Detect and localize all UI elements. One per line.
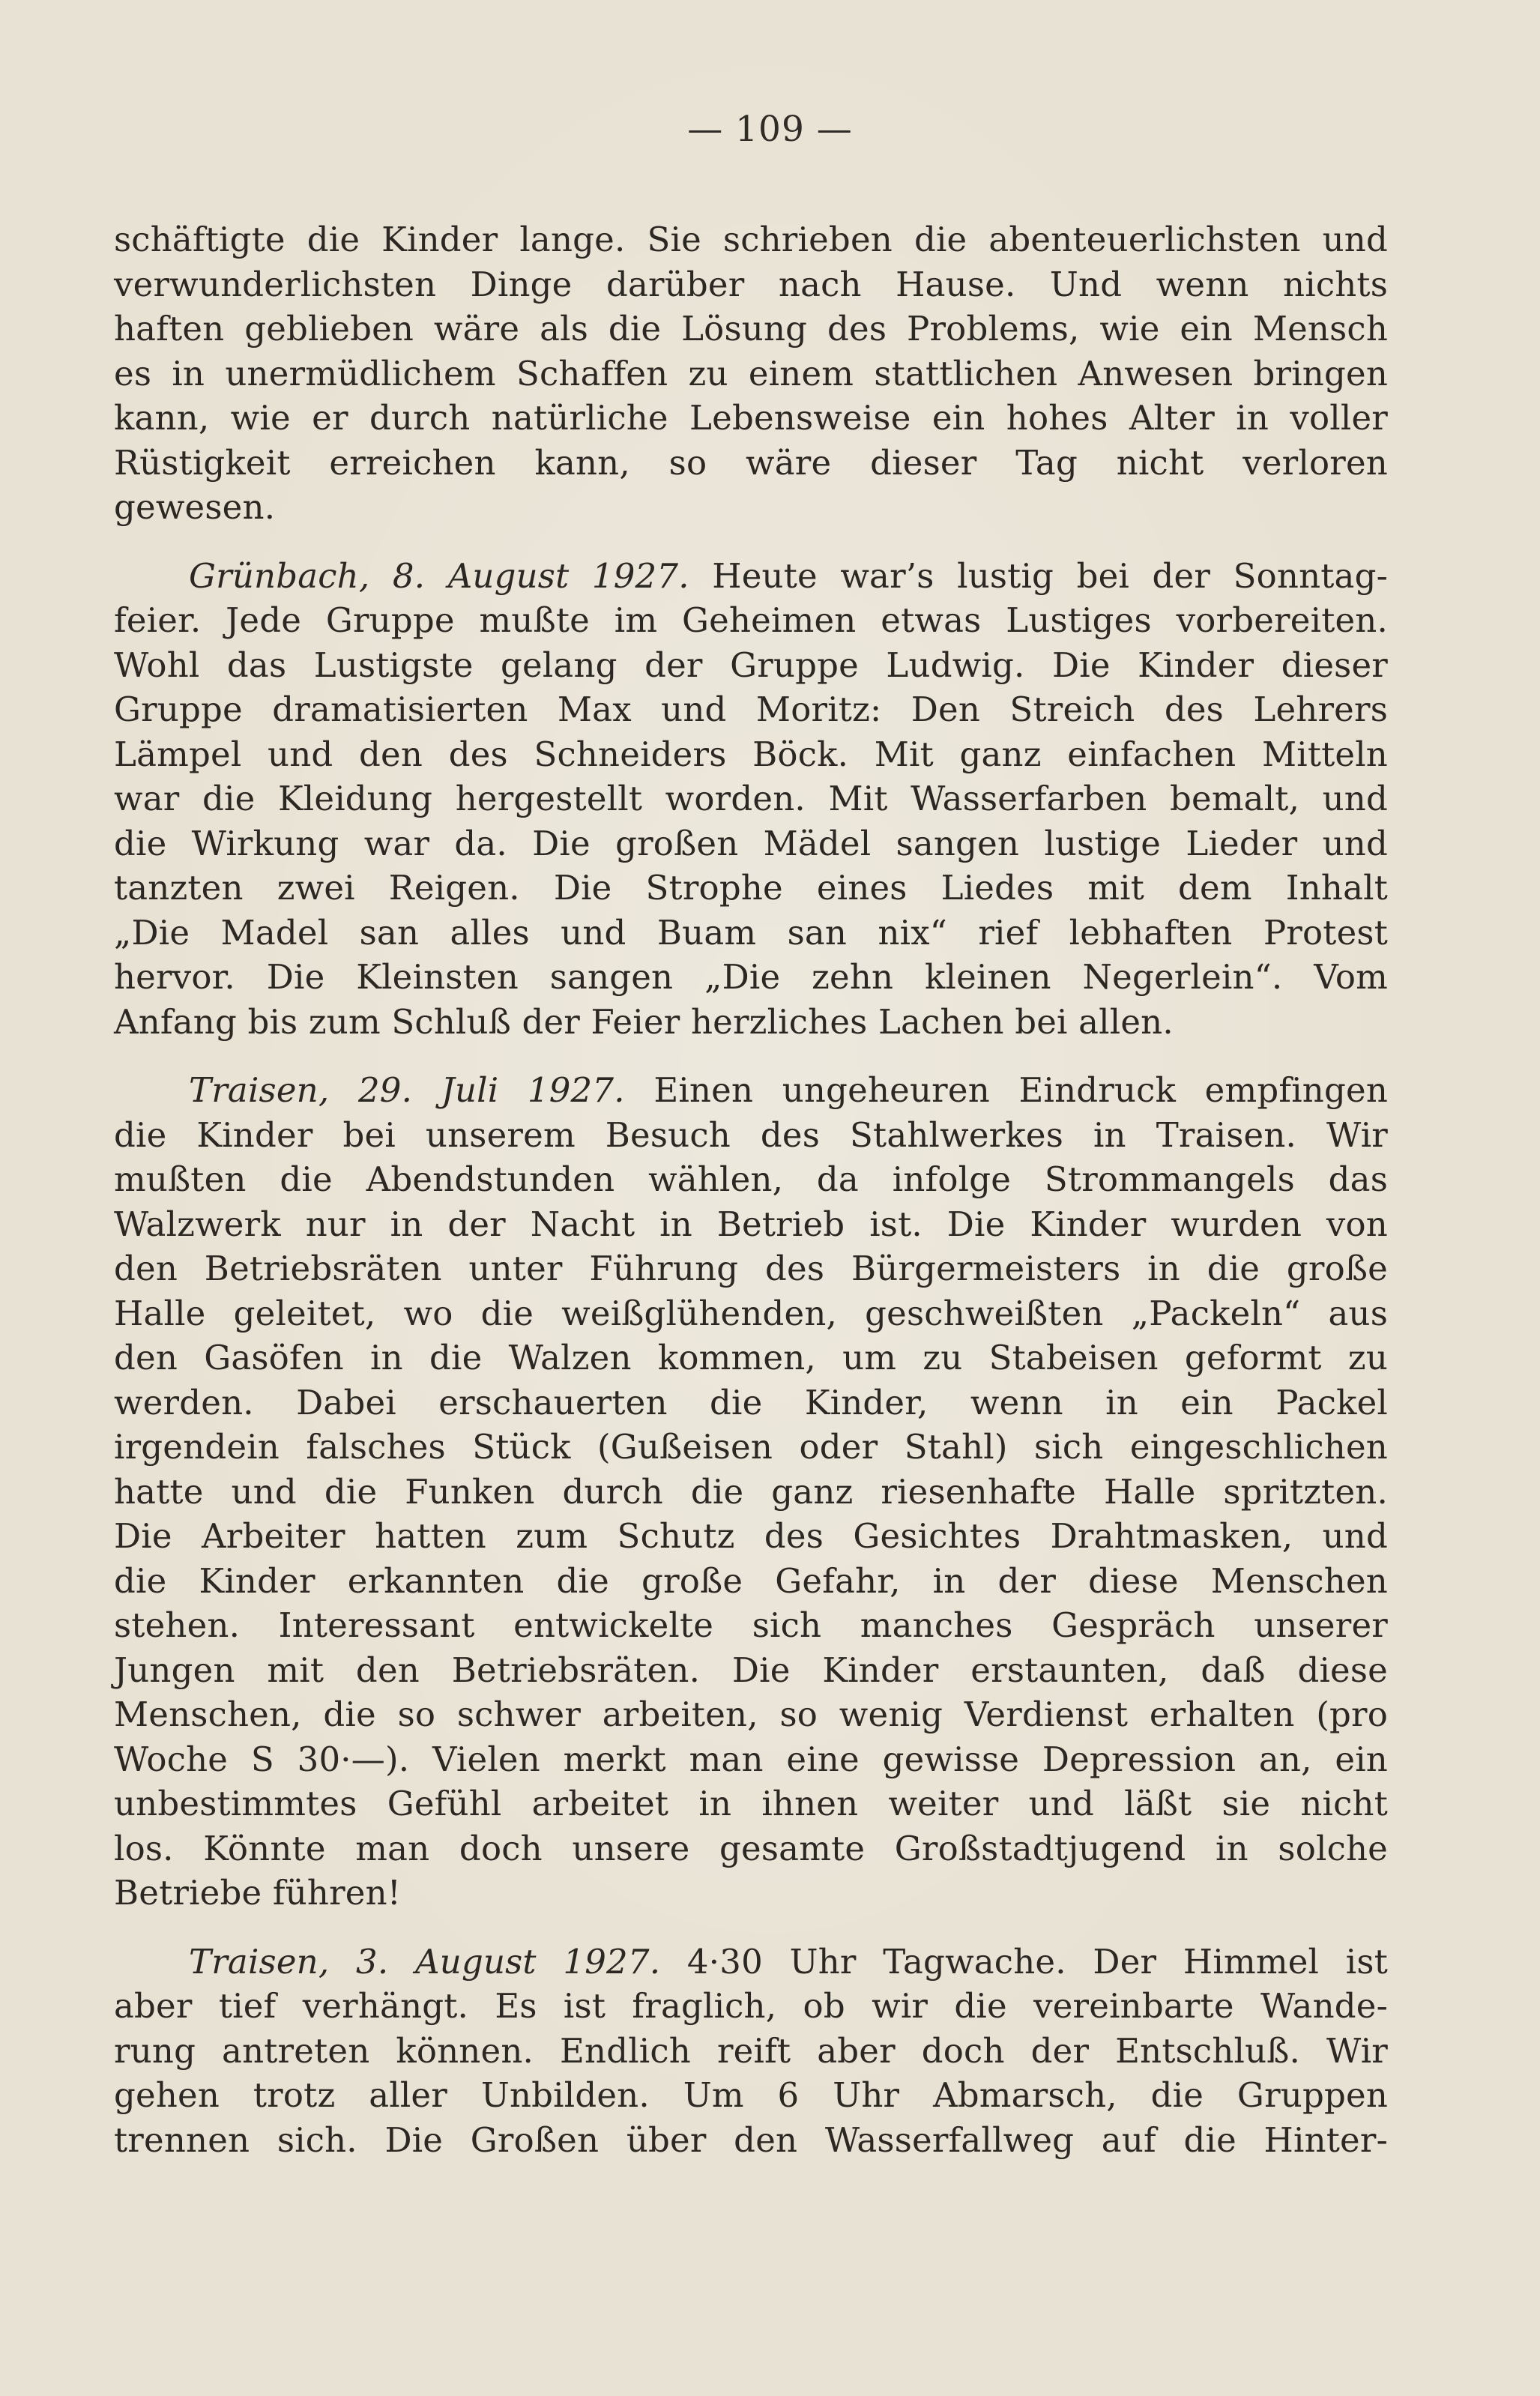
paragraph-gap: [114, 530, 1388, 554]
text-line: die Kinder erkannten die große Gefahr, in der diese Menschen: [114, 1560, 1388, 1601]
text-line: Die Arbeiter hatten zum Schutz des Gesichtes Drahtmasken, und: [114, 1516, 1388, 1556]
text-line: hervor. Die Kleinsten sangen „Die zehn kleinen Negerlein“. Vom: [114, 957, 1388, 997]
text-line: es in unermüdlichem Schaffen zu einem stattlichen Anwesen bringen: [114, 353, 1388, 393]
text-line: die Kinder bei unserem Besuch des Stahlwerkes in Traisen. Wir: [114, 1114, 1388, 1155]
page-number: — 109 —: [687, 109, 853, 150]
text-line: hatte und die Funken durch die ganz riesenhafte Halle spritzten.: [114, 1471, 1388, 1512]
text-line: Gruppe dramatisierten Max und Moritz: Den Streich des Lehrers: [114, 689, 1388, 729]
paragraph-gap: [114, 1916, 1388, 1940]
text-line: stehen. Interessant entwickelte sich manches Gespräch unserer: [114, 1605, 1388, 1645]
text-line: aber tief verhängt. Es ist fraglich, ob wir die vereinbarte Wande-: [114, 1986, 1388, 2026]
paragraph-gap: [114, 1044, 1388, 1068]
text-line: die Wirkung war da. Die großen Mädel sangen lustige Lieder und: [114, 823, 1388, 863]
dateline: Grünbach, 8. August 1927.: [189, 555, 689, 596]
text-line: feier. Jede Gruppe mußte im Geheimen etwas Lustiges vorbereiten.: [114, 600, 1388, 640]
text-line-rest: Einen ungeheuren Eindruck empfingen: [653, 1070, 1388, 1110]
text-line: gewesen.: [114, 487, 276, 527]
text-line-with-dateline: [114, 554, 1388, 599]
paragraph-traisen-august: [114, 1940, 1388, 2163]
paragraph-1: [114, 217, 1388, 530]
text-line: Lämpel und den des Schneiders Böck. Mit ganz einfachen Mitteln: [114, 734, 1388, 774]
text-line: war die Kleidung hergestellt worden. Mit Wasserfarben bemalt, und: [114, 779, 1388, 818]
text-line: den Gasöfen in die Walzen kommen, um zu Stabeisen geformt zu: [114, 1338, 1388, 1377]
text-line: trennen sich. Die Großen über den Wasserfallweg auf die Hinter-: [114, 2119, 1388, 2160]
text-line: mußten die Abendstunden wählen, da infolge Strommangels das: [114, 1159, 1388, 1199]
text-line: Anfang bis zum Schluß der Feier herzliches Lachen bei allen.: [114, 1001, 1174, 1042]
text-line: Menschen, die so schwer arbeiten, so wenig Verdienst erhalten (pro: [114, 1695, 1388, 1734]
paragraph-traisen-juli: [114, 1068, 1388, 1916]
text-line: Halle geleitet, wo die weißglühenden, geschweißten „Packeln“ aus: [114, 1293, 1388, 1333]
text-line: Jungen mit den Betriebsräten. Die Kinder erstaunten, daß diese: [114, 1650, 1388, 1690]
text-line: los. Könnte man doch unsere gesamte Großstadtjugend in solche: [114, 1828, 1388, 1868]
text-line: Walzwerk nur in der Nacht in Betrieb ist. Die Kinder wurden von: [114, 1204, 1388, 1244]
text-line-rest: 4·30 Uhr Tagwache. Der Himmel ist: [686, 1941, 1388, 1982]
text-line: Betriebe führen!: [114, 1873, 402, 1913]
paragraph-gruenbach: [114, 554, 1388, 1045]
text-line: gehen trotz aller Unbilden. Um 6 Uhr Abmarsch, die Gruppen: [114, 2075, 1388, 2115]
text-line: kann, wie er durch natürliche Lebensweise ein hohes Alter in voller: [114, 398, 1388, 438]
text-line-with-dateline: [114, 1940, 1388, 1985]
dateline: Traisen, 3. August 1927.: [189, 1941, 661, 1982]
text-line: Rüstigkeit erreichen kann, so wäre dieser Tag nicht verloren: [114, 442, 1388, 483]
text-line: verwunderlichsten Dinge darüber nach Hause. Und wenn nichts: [114, 264, 1388, 304]
text-line: rung antreten können. Endlich reift aber doch der Entschluß. Wir: [114, 2030, 1388, 2071]
text-line: Wohl das Lustigste gelang der Gruppe Ludwig. Die Kinder dieser: [114, 645, 1388, 685]
body-text: [114, 217, 1388, 2162]
text-line-rest: Heute war’s lustig bei der Sonntag-: [712, 555, 1388, 596]
text-line: werden. Dabei erschauerten die Kinder, wenn in ein Packel: [114, 1382, 1388, 1422]
text-line: irgendein falsches Stück (Gußeisen oder Stahl) sich eingeschlichen: [114, 1427, 1388, 1467]
text-line: schäftigte die Kinder lange. Sie schrieben die abenteuerlichsten und: [114, 220, 1388, 259]
text-line: „Die Madel san alles und Buam san nix“ rief lebhaften Protest: [114, 912, 1388, 953]
text-line: Woche S 30·—). Vielen merkt man eine gewisse Depression an, ein: [114, 1739, 1388, 1779]
text-line: unbestimmtes Gefühl arbeitet in ihnen weiter und läßt sie nicht: [114, 1784, 1388, 1823]
text-line: haften geblieben wäre als die Lösung des Problems, wie ein Mensch: [114, 309, 1388, 348]
dateline: Traisen, 29. Juli 1927.: [189, 1070, 625, 1110]
text-line: tanzten zwei Reigen. Die Strophe eines Liedes mit dem Inhalt: [114, 868, 1388, 908]
text-line-with-dateline: [114, 1068, 1388, 1113]
text-line: den Betriebsräten unter Führung des Bürgermeisters in die große: [114, 1249, 1388, 1288]
